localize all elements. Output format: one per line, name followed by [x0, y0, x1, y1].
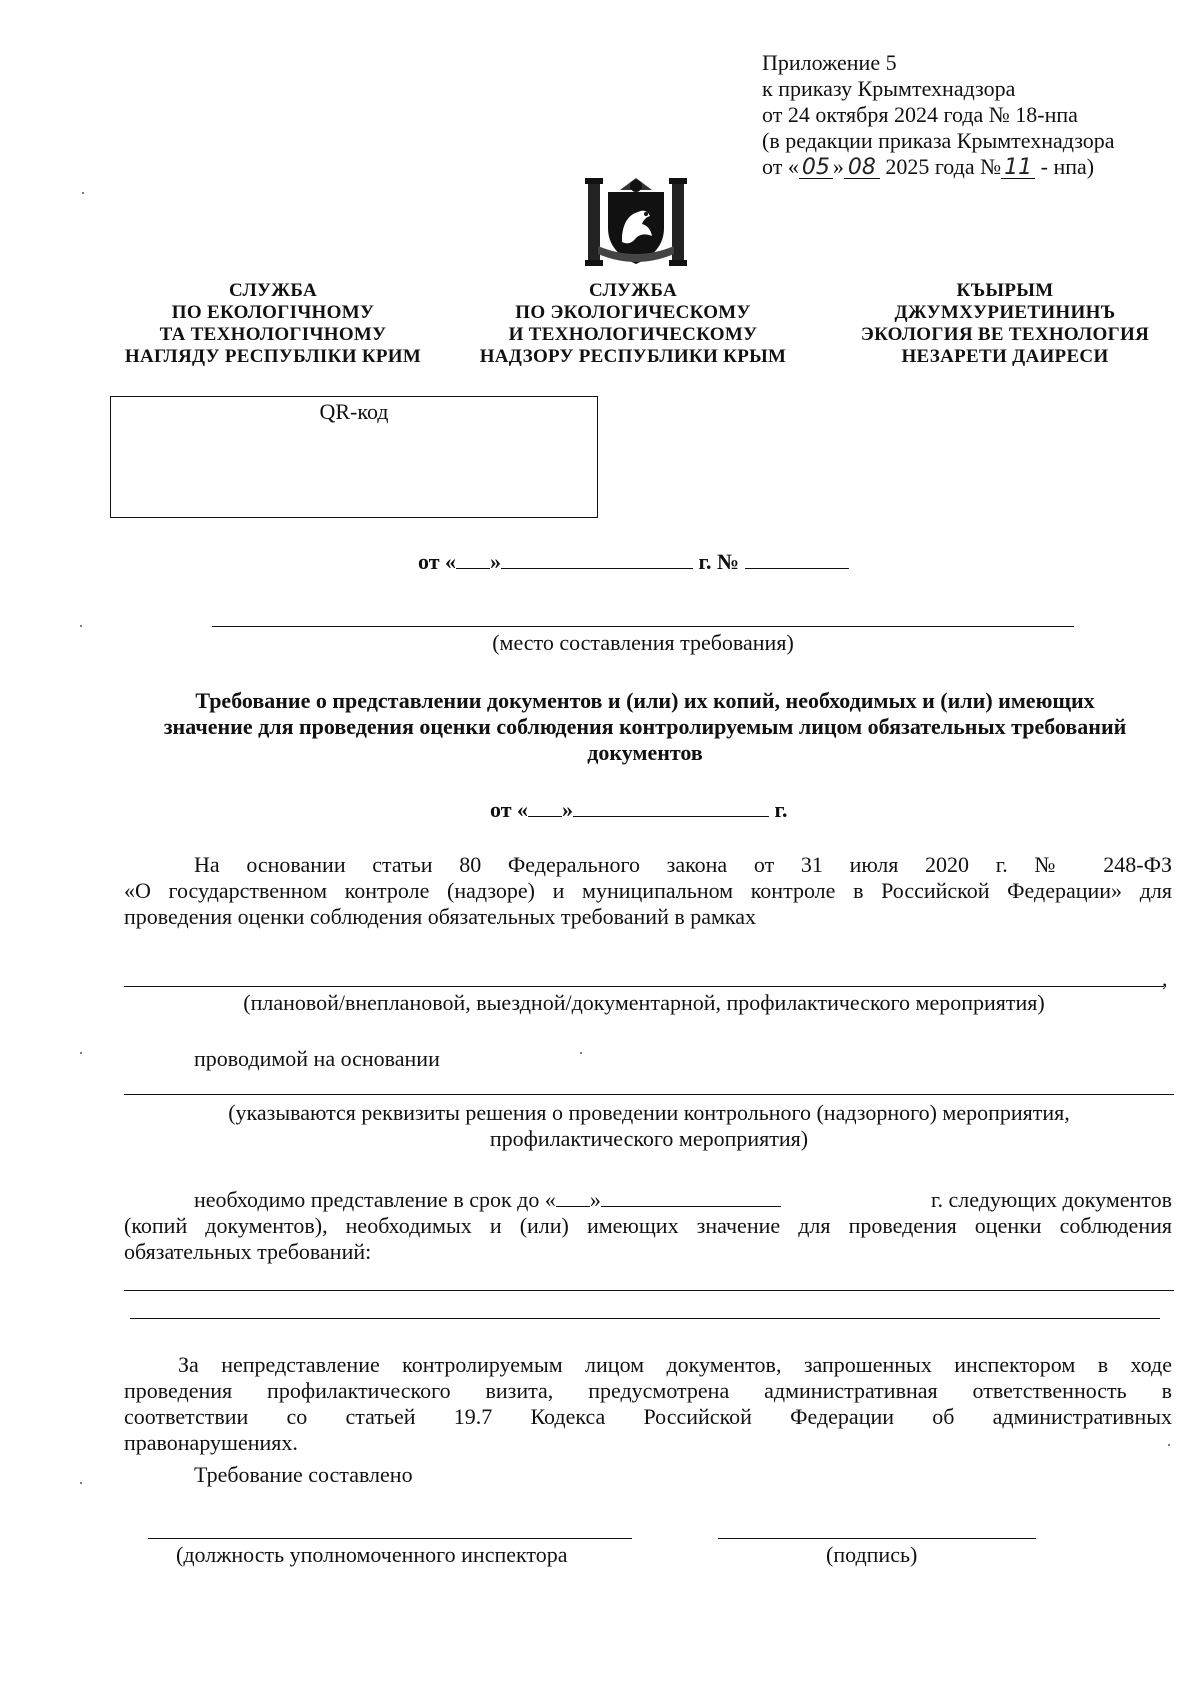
basis-label: проводимой на основании — [194, 1046, 440, 1071]
document-title: Требование о представлении документов и (или) их копий, необходимых и (или) имеющих значение для проведения оценки соблюдения контролируемым лицом обязательных требований документов — [163, 688, 1127, 765]
handwritten-month: 08 — [844, 158, 880, 179]
liability-paragraph: За непредставление контролируемым лицом документов, запрошенных инспектором в ходе проведения профилактического визита, предусмотрена административная ответственность в соответствии со статьей 19.7 Кодекса Российской Федерации об административных правонарушениях. — [124, 1352, 1172, 1455]
event-type-comma: , — [1162, 966, 1168, 991]
documents-list-field-2[interactable] — [130, 1318, 1160, 1319]
number-field[interactable] — [745, 548, 849, 569]
appendix-line: (в редакции приказа Крымтехнадзора — [762, 128, 1115, 153]
requirement-date: от « » г. — [490, 797, 788, 822]
appendix-block — [762, 50, 1182, 180]
place-caption: (место составления требования) — [492, 630, 794, 655]
deadline-month-field[interactable] — [601, 1186, 781, 1207]
header-crimean-tatar: КЪЫРЫМ ДЖУМХУРИЕТИНИНЪ ЭКОЛОГИЯ ВЕ ТЕХНОЛОГИЯ НЕЗАРЕТИ ДАИРЕСИ — [860, 280, 1150, 367]
scan-speck — [82, 192, 84, 194]
appendix-amendment-date: от « 05 » 08 2025 года № 11 - нпа) — [762, 154, 1095, 180]
appendix-line: Приложение 5 — [762, 50, 897, 75]
month-field[interactable] — [573, 796, 769, 817]
scan-speck — [80, 1482, 82, 1484]
month-field[interactable] — [501, 548, 693, 569]
inspector-position-field[interactable] — [148, 1538, 632, 1539]
documents-list-field-1[interactable] — [124, 1290, 1174, 1291]
event-type-caption: (плановой/внеплановой, выездной/документарной, профилактического мероприятия) — [243, 990, 1045, 1015]
handwritten-day: 05 — [799, 158, 833, 179]
signature-caption: (подпись) — [826, 1542, 918, 1567]
deadline-day-field[interactable] — [556, 1186, 590, 1207]
drawn-up-label: Требование составлено — [194, 1462, 413, 1487]
deadline-line: необходимо представление в срок до « » г. следующих документов — [194, 1187, 1172, 1212]
header-ukrainian: СЛУЖБА ПО ЕКОЛОГІЧНОМУ ТА ТЕХНОЛОГІЧНОМУ НАГЛЯДУ РЕСПУБЛІКИ КРИМ — [124, 280, 422, 367]
document-date-number: от « » г. № — [418, 548, 878, 575]
place-field[interactable] — [212, 626, 1074, 627]
header-russian: СЛУЖБА ПО ЭКОЛОГИЧЕСКОМУ И ТЕХНОЛОГИЧЕСКОМУ НАДЗОРУ РЕСПУБЛИКИ КРЫМ — [479, 280, 787, 367]
qr-code-box — [110, 396, 598, 518]
scan-speck — [1168, 1444, 1170, 1446]
legal-basis-paragraph: На основании статьи 80 Федерального закона от 31 июля 2020 г. № 248-ФЗ «О государственном контроле (надзоре) и муниципальном контроле в Российской Федерации» для проведения оценки соблюдения обязательных требований в рамках — [124, 852, 1172, 929]
appendix-line: к приказу Крымтехнадзора — [762, 76, 1016, 101]
basis-caption: (указываются реквизиты решения о проведении контрольного (надзорного) мероприятия, профилактического мероприятия) — [228, 1100, 1070, 1151]
scan-speck — [80, 1052, 82, 1054]
appendix-line: от 24 октября 2024 года № 18-нпа — [762, 102, 1078, 127]
basis-field[interactable] — [124, 1094, 1174, 1095]
inspector-position-caption: (должность уполномоченного инспектора — [176, 1542, 568, 1567]
day-field[interactable] — [528, 796, 562, 817]
qr-code-label: QR-код — [319, 399, 389, 424]
event-type-field[interactable] — [124, 986, 1164, 987]
handwritten-number: 11 — [1001, 158, 1035, 179]
signature-field[interactable] — [718, 1538, 1036, 1539]
scan-speck — [580, 1052, 582, 1054]
day-field[interactable] — [456, 548, 490, 569]
documents-request-paragraph: необходимо представление в срок до « » г. следующих документов (копий документов), необходимых и (или) имеющих значение для проведения оценки соблюдения обязательных требований: — [124, 1187, 1172, 1264]
scan-speck — [80, 625, 82, 627]
coat-of-arms-icon — [584, 176, 688, 268]
